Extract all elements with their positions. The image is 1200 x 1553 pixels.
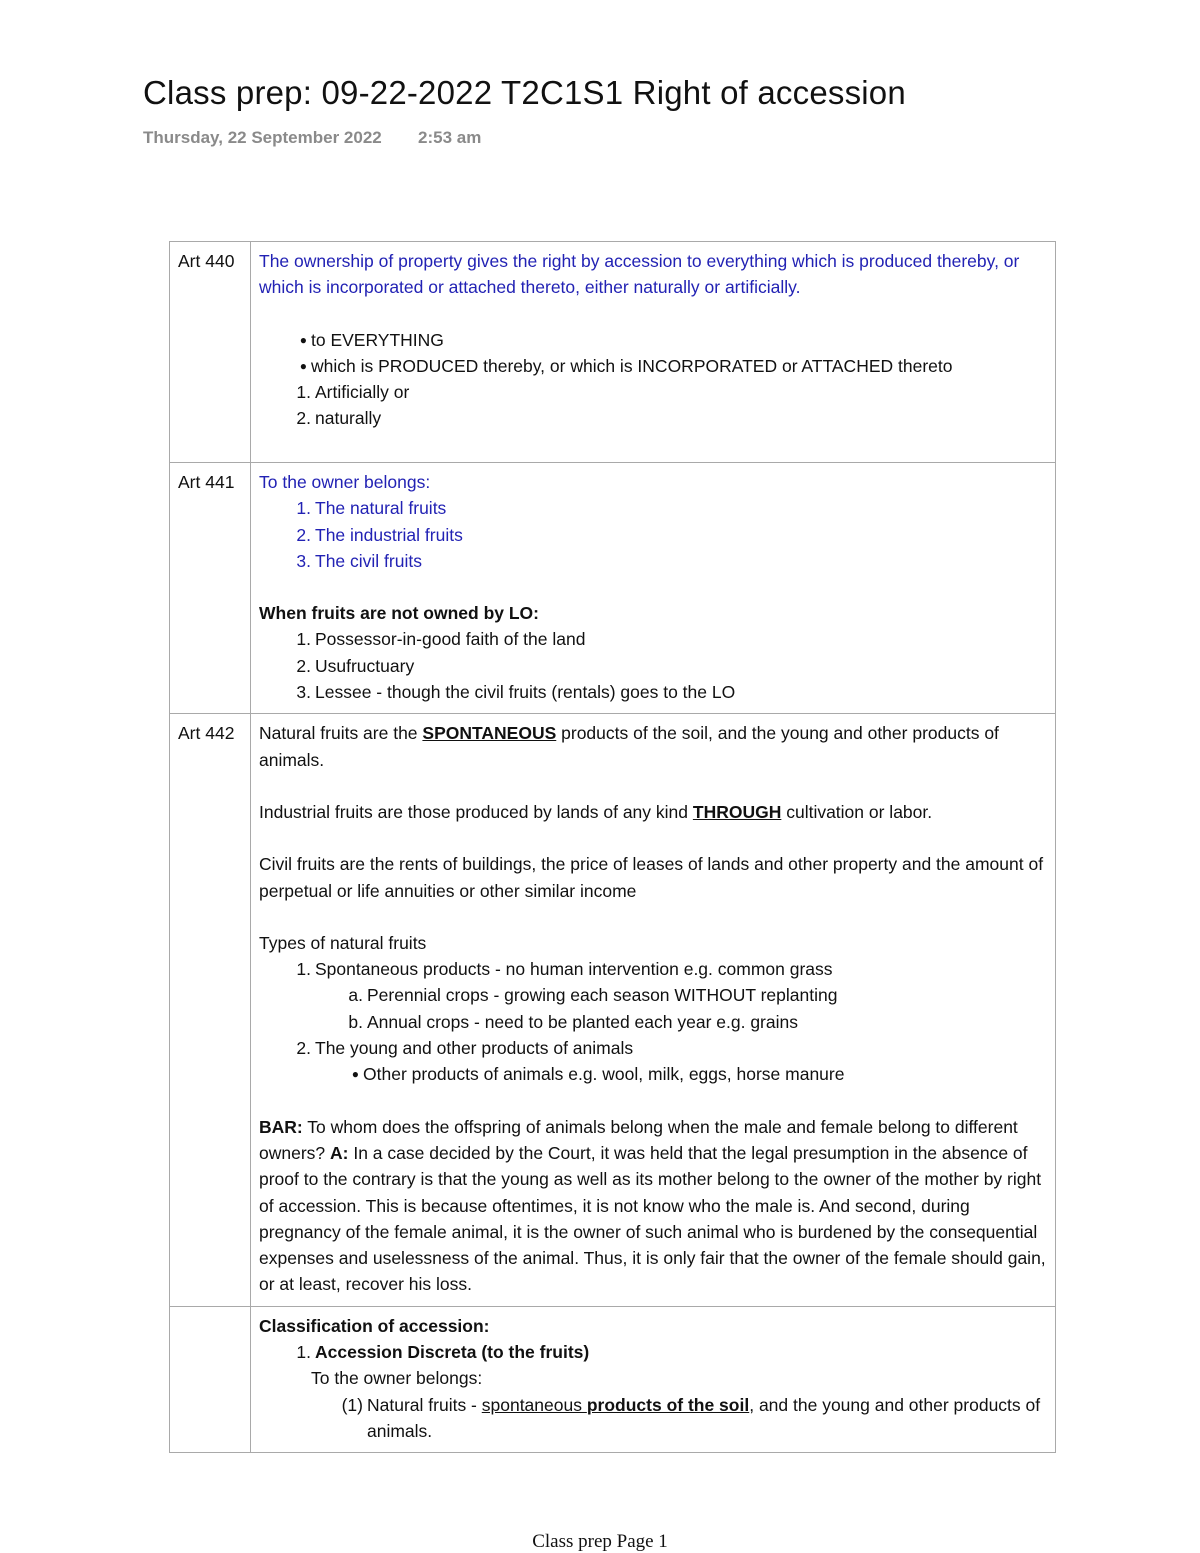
list-item-text: The civil fruits <box>315 550 422 571</box>
list-item-text: Artificially or <box>315 382 410 403</box>
list-item <box>259 495 1049 521</box>
bullet-icon: ● <box>351 1067 359 1082</box>
table-row <box>170 463 1056 714</box>
article-label: Art 442 <box>170 714 251 1306</box>
list-item-text: Accession Discreta (to the fruits) <box>315 1342 590 1363</box>
article-quote: The ownership of property gives the right by accession to everything which is produced thereby, or which is incorporated or attached thereto, either naturally or artificially. <box>259 251 1020 298</box>
list-item-text: Annual crops - need to be planted each year e.g. grains <box>367 1011 798 1032</box>
bullet-icon: ● <box>299 358 307 373</box>
article-label: Art 440 <box>170 242 251 463</box>
list-item-text: to EVERYTHING <box>311 329 444 350</box>
note-time: 2:53 am <box>418 128 482 147</box>
list-item <box>259 327 1049 353</box>
list-item-text: which is PRODUCED thereby, or which is INCORPORATED or ATTACHED thereto <box>311 355 953 376</box>
list-item <box>259 956 1049 982</box>
table-row <box>170 1306 1056 1452</box>
list-item-text: Natural fruits - spontaneous products of the soil, and the young and other products of animals. <box>367 1394 1041 1441</box>
list-item <box>259 548 1049 574</box>
bullet-icon: ● <box>299 332 307 347</box>
list-item-text: Usufructuary <box>315 655 415 676</box>
list-item <box>259 405 1049 431</box>
list-item <box>259 1339 1049 1365</box>
table-row <box>170 242 1056 463</box>
section-heading: To the owner belongs: <box>259 472 431 492</box>
list-number: a. <box>348 985 363 1006</box>
list-item <box>259 982 1049 1008</box>
article-content <box>251 1306 1056 1452</box>
list-number: 1. <box>296 1342 311 1363</box>
list-number: 2. <box>296 1038 311 1059</box>
article-content <box>251 714 1056 1306</box>
paragraph: Civil fruits are the rents of buildings, the price of leases of lands and other property and the amount of perpetual or life annuities or other similar income <box>259 854 1044 901</box>
list-item <box>259 1061 1049 1087</box>
list-item-text: The industrial fruits <box>315 524 463 545</box>
notes-table <box>169 241 1056 1453</box>
section-heading: Classification of accession: <box>259 1315 490 1336</box>
list-number: 2. <box>296 524 311 545</box>
list-item-text: Other products of animals e.g. wool, milk, eggs, horse manure <box>363 1064 845 1085</box>
note-date: Thursday, 22 September 2022 <box>143 128 382 147</box>
article-label: Art 441 <box>170 463 251 714</box>
list-number: 2. <box>296 655 311 676</box>
list-item-text: Spontaneous products - no human intervention e.g. common grass <box>315 959 833 980</box>
list-item-text: Possessor-in-good faith of the land <box>315 629 586 650</box>
article-label <box>170 1306 251 1452</box>
list-number: 1. <box>296 959 311 980</box>
list-number: 1. <box>296 629 311 650</box>
paragraph: Industrial fruits are those produced by lands of any kind THROUGH cultivation or labor. <box>259 801 933 822</box>
list-number: 2. <box>296 408 311 429</box>
list-item-text: Lessee - though the civil fruits (rentals) goes to the LO <box>315 682 736 703</box>
section-heading: Types of natural fruits <box>259 932 427 953</box>
article-content <box>251 242 1056 463</box>
list-item-text: The young and other products of animals <box>315 1038 634 1059</box>
list-item <box>259 353 1049 379</box>
list-number: 1. <box>296 498 311 519</box>
list-item <box>259 1009 1049 1035</box>
list-subheading: To the owner belongs: <box>311 1368 483 1389</box>
list-item <box>259 522 1049 548</box>
bar-question: BAR: To whom does the offspring of animals belong when the male and female belong to different owners? A: In a case decided by the Court, it was held that the legal presumption in the absence of proof to the contrary is that the young as well as its mother belong to the owner of the mother by right of accession. This is because oftentimes, it is not know who the male is. And second, during pregnancy of the female animal, it is the owner of such animal who is burdened by the consequential expenses and uselessness of the animal. Thus, it is only fair that the owner of the female should gain, or at least, recover his loss. <box>259 1116 1046 1295</box>
paragraph: Natural fruits are the SPONTANEOUS products of the soil, and the young and other products of animals. <box>259 723 999 770</box>
list-number: 1. <box>296 382 311 403</box>
page-title: Class prep: 09-22-2022 T2C1S1 Right of accession <box>143 74 906 111</box>
list-item <box>259 379 1049 405</box>
page-footer: Class prep Page 1 <box>532 1531 668 1552</box>
list-number: b. <box>348 1011 363 1032</box>
list-item-text: The natural fruits <box>315 498 447 519</box>
list-number: 3. <box>296 682 311 703</box>
list-item-text: Perennial crops - growing each season WITHOUT replanting <box>367 985 838 1006</box>
list-item <box>259 679 1049 705</box>
section-heading: When fruits are not owned by LO: <box>259 603 539 624</box>
list-number: (1) <box>341 1394 363 1415</box>
list-number: 3. <box>296 550 311 571</box>
list-item <box>259 653 1049 679</box>
list-item <box>259 626 1049 652</box>
list-item <box>259 1035 1049 1061</box>
list-item <box>259 1392 1049 1445</box>
article-content <box>251 463 1056 714</box>
table-row <box>170 714 1056 1306</box>
list-item-text: naturally <box>315 408 382 429</box>
